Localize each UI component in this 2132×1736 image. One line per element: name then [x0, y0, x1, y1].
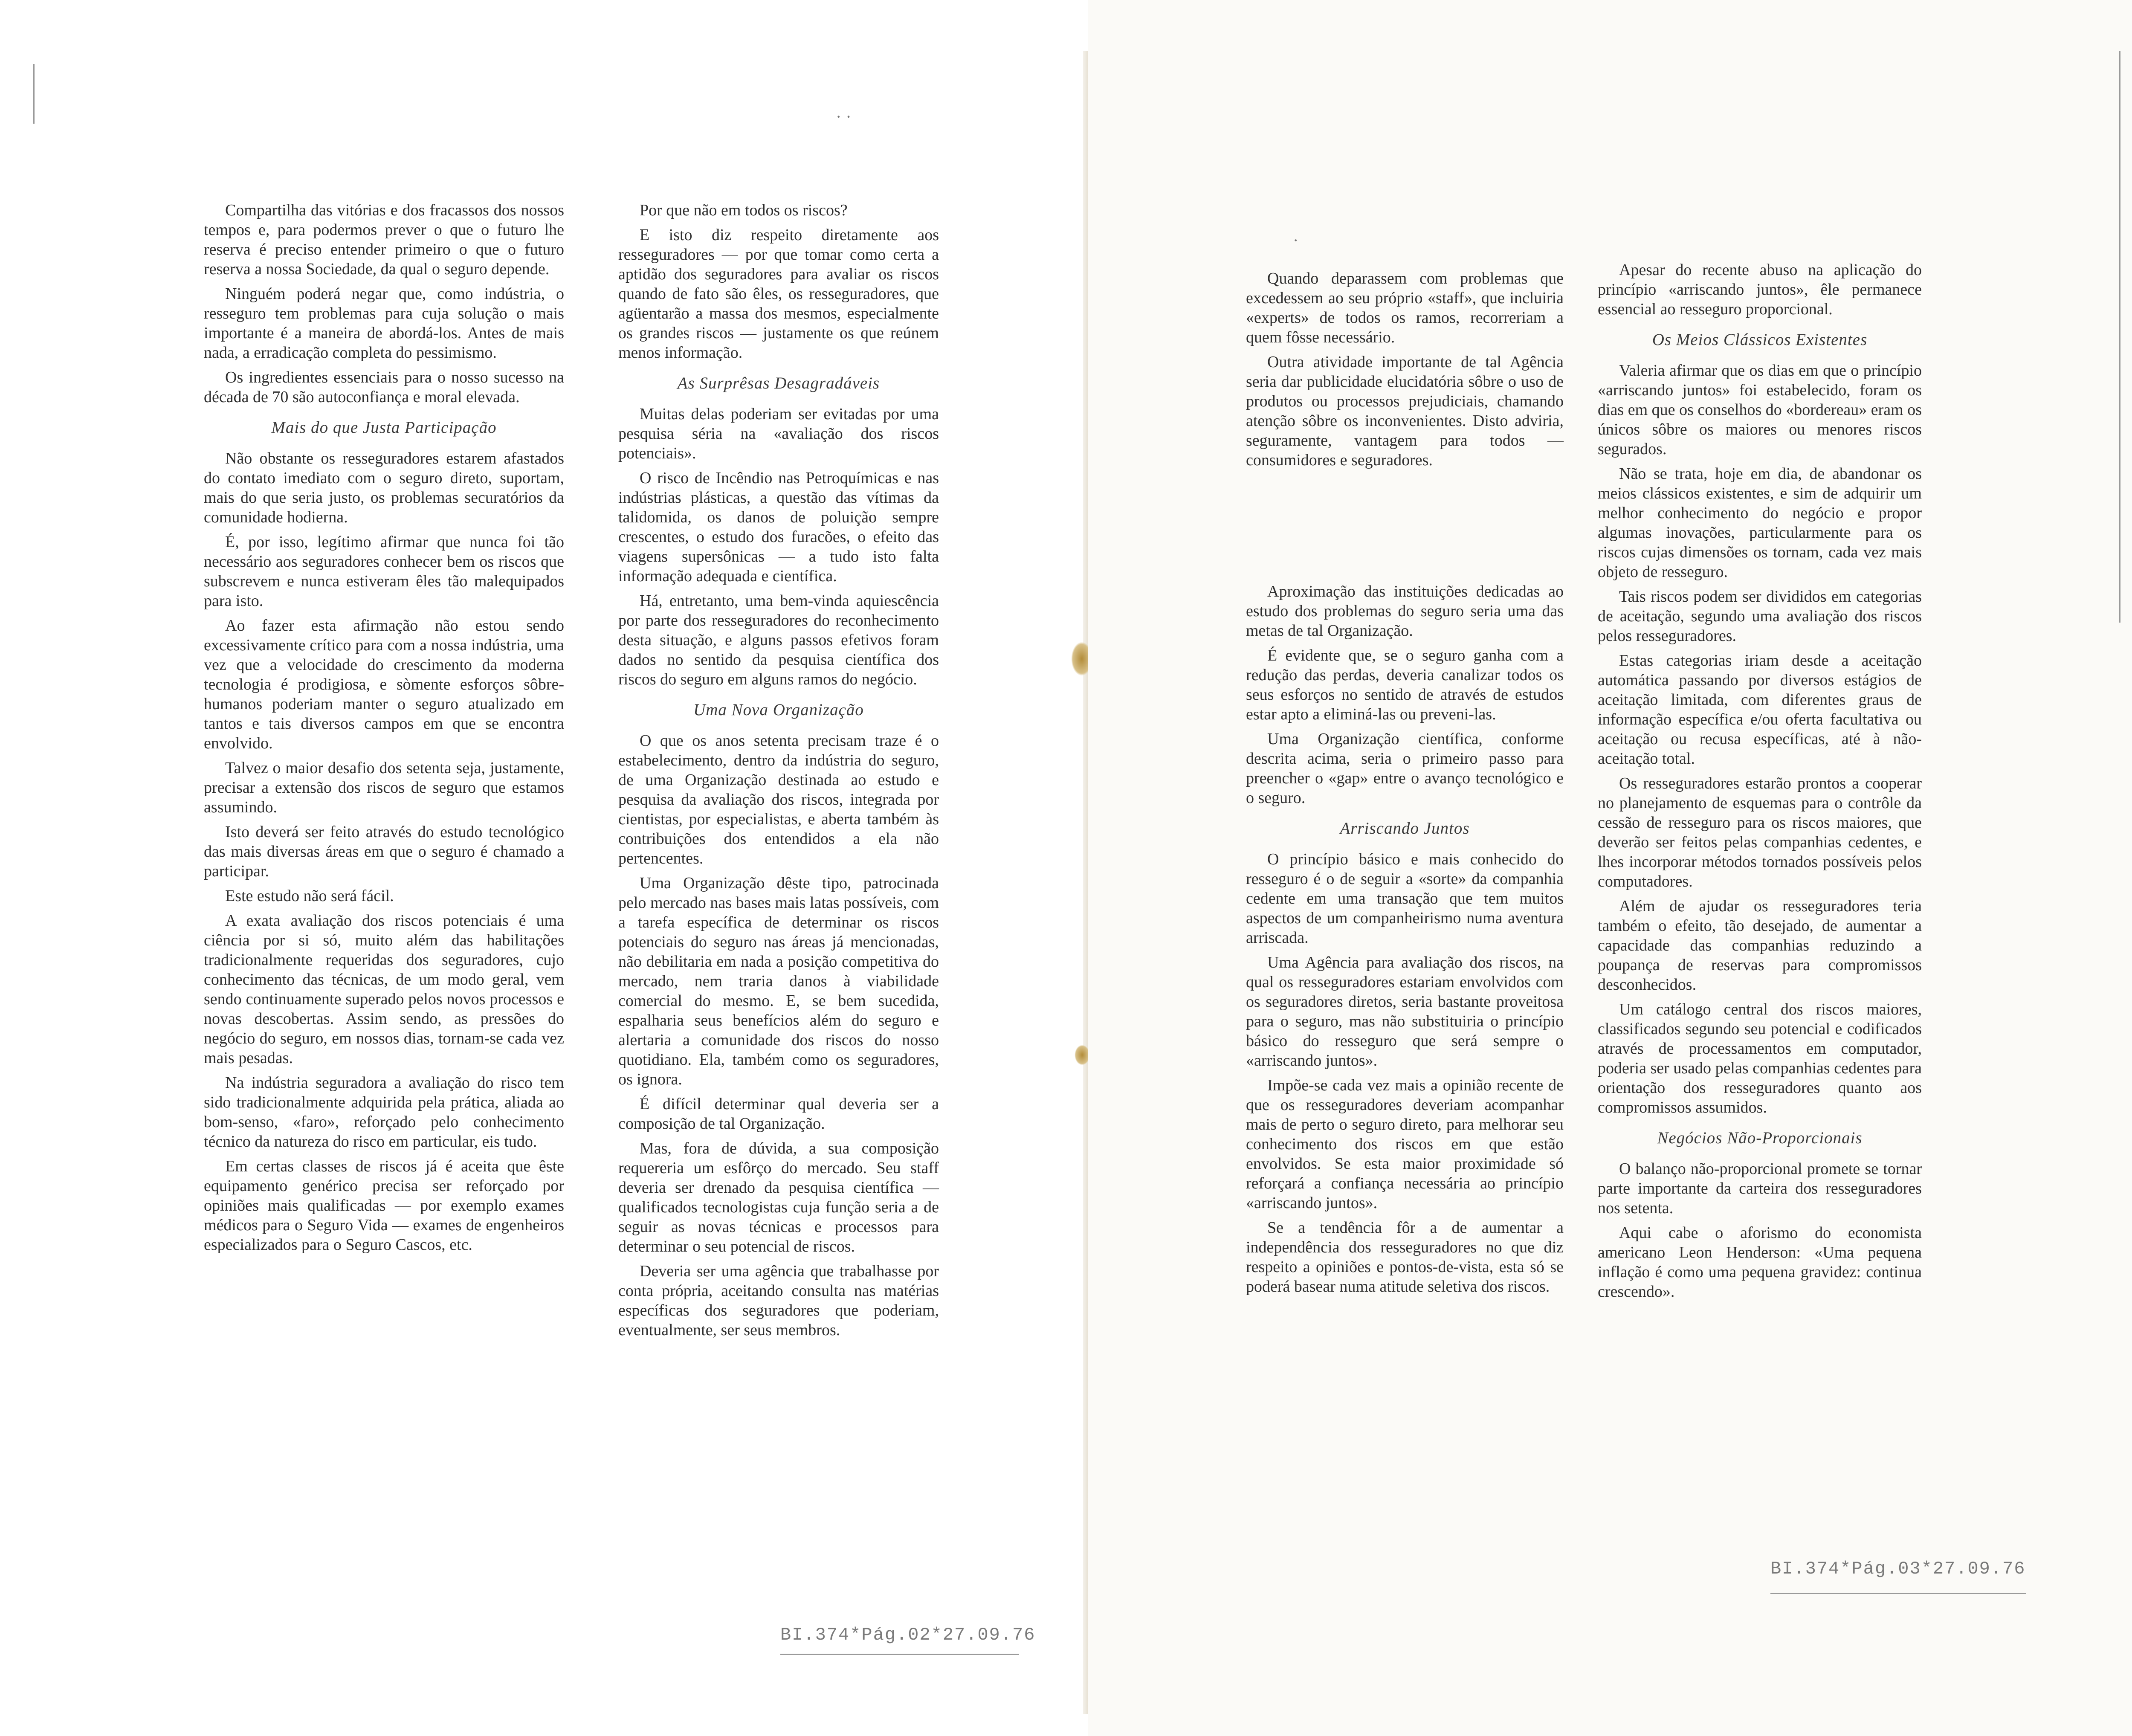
- stain-mark: [1075, 1045, 1090, 1065]
- paragraph: Os resseguradores estarão prontos a cooperar no planejamento de esquemas para o contrôle da cessão de resseguro para os riscos maiores, que deverão ser feitos pelas companhias cedentes, e lhes incorporar métodos tornados possíveis pelos computadores.: [1598, 774, 1922, 890]
- paragraph: Não se trata, hoje em dia, de abandonar os meios clássicos existentes, e sim de adquirir um melhor conhecimento do negócio e propor algumas inovações, particularmente para os riscos cujas dimensões os tornam, cada vez mais objeto de resseguro.: [1598, 465, 1922, 581]
- paragraph: Há, entretanto, uma bem-vinda aquiescência por parte dos resseguradores do reconhecimento desta situação, e alguns passos efetivos foram dados no sentido da pesquisa científica dos riscos do seguro em alguns ramos do negócio.: [618, 592, 939, 688]
- right-page: [1088, 0, 2132, 1736]
- paragraph: Tais riscos podem ser divididos em categorias de aceitação, segundo uma avaliação dos riscos pelos resseguradores.: [1598, 588, 1922, 645]
- paragraph: Não obstante os resseguradores estarem afastados do contato imediato com o seguro direto, suportam, mais do que seria justo, os problemas securatórios da comunidade hodierna.: [204, 449, 564, 526]
- paragraph: É, por isso, legítimo afirmar que nunca foi tão necessário aos seguradores conhecer bem os riscos que subscrevem e nunca estiveram êles tão malequipados para isto.: [204, 533, 564, 610]
- footer-left: BI.374*Pág.02*27.09.76: [780, 1625, 1036, 1645]
- paragraph: Ninguém poderá negar que, como indústria, o resseguro tem problemas para cuja solução o mais importante é a maneira de abordá-los. Antes de mais nada, a erradicação completa do pessimismo.: [204, 285, 564, 362]
- top-dots: · ·: [836, 107, 852, 126]
- paragraph: É difícil determinar qual deveria ser a composição de tal Organização.: [618, 1095, 939, 1133]
- paragraph: Muitas delas poderiam ser evitadas por uma pesquisa séria na «avaliação dos riscos potenciais».: [618, 405, 939, 462]
- paragraph: Ao fazer esta afirmação não estou sendo excessivamente crítico para com a nossa indústria, uma vez que a velocidade do crescimento da moderna tecnologia é prodigiosa, e sòmente esforços sôbre-humanos poderiam manter o seguro atualizado em tantos e tais diversos campos em que se encontra envolvido.: [204, 617, 564, 752]
- paragraph: Compartilha das vitórias e dos fracassos dos nossos tempos e, para podermos prever o que o futuro lhe reserva é preciso entender primeiro o que o futuro reserva a nossa Sociedade, da qual o seguro depende.: [204, 201, 564, 278]
- section-heading: As Surprêsas Desagradáveis: [677, 374, 880, 392]
- paragraph: O princípio básico e mais conhecido do resseguro é o de seguir a «sorte» da companhia cedente em uma transação que tem muitos aspectos de um companheirismo numa aventura arriscada.: [1246, 850, 1564, 947]
- right-edge-mark: [2119, 51, 2120, 623]
- top-dot-right: ·: [1293, 231, 1299, 250]
- paragraph: Uma Organização dêste tipo, patrocinada pelo mercado nas bases mais latas possíveis, com a tarefa específica de determinar os riscos potenciais do seguro nas áreas já mencionadas, não debilitaria em nada a posição competitiva do mercado, nem traria danos à viabilidade comercial do mesmo. E, se bem sucedida, espalharia seus benefícios além do seguro e alertaria a comunidade dos riscos do nosso quotidiano. Ela, também como os seguradores, os ignora.: [618, 874, 939, 1088]
- paragraph: A exata avaliação dos riscos potenciais é uma ciência por si só, muito além das habilitações tradicionalmente requeridas dos seguradores, cujo conhecimento das técnicas, de um modo geral, vem sendo continuamente superado pelos novos processos e novas descobertas. Assim sendo, as pressões do negócio do seguro, em nossos dias, tornam-se cada vez mais pesadas.: [204, 912, 564, 1067]
- column-2: [618, 200, 939, 1345]
- paragraph: Se a tendência fôr a de aumentar a independência dos resseguradores no que diz respeito a opiniões e pontos-de-vista, esta só se poderá basear numa atitude seletiva dos riscos.: [1246, 1219, 1564, 1295]
- paragraph: Uma Organização científica, conforme descrita acima, seria o primeiro passo para preencher o «gap» entre o avanço tecnológico e o seguro.: [1246, 730, 1564, 807]
- paragraph: Por que não em todos os riscos?: [640, 201, 848, 219]
- paragraph: Estas categorias iriam desde a aceitação automática passando por diversos estágios de aceitação limitada, com diferentes graus de informação específica e/ou oferta facultativa ou aceitação ou recusa específicas, até à não-aceitação total.: [1598, 652, 1922, 768]
- paragraph: Mas, fora de dúvida, a sua composição requereria um esfôrço do mercado. Seu staff deveria ser drenado da pesquisa científica — qualificados tecnologistas cuja função seria a de seguir as novas técnicas e processos para determinar o seu potencial de riscos.: [618, 1139, 939, 1255]
- section-heading: Arriscando Juntos: [1340, 819, 1470, 838]
- left-edge-mark: [33, 64, 35, 124]
- paragraph: Quando deparassem com problemas que excedessem ao seu próprio «staff», que incluiria «experts» de todos os ramos, recorreriam a quem fôsse necessário.: [1246, 270, 1564, 346]
- column-3: [1246, 269, 1564, 1301]
- paragraph: Talvez o maior desafio dos setenta seja, justamente, precisar a extensão dos riscos de seguro que estamos assumindo.: [204, 759, 564, 816]
- paragraph: O risco de Incêndio nas Petroquímicas e nas indústrias plásticas, a questão das vítimas da talidomida, os danos de poluição sempre crescentes, o estudo dos furacões, o efeito das viagens supersônicas — a tudo isto falta informação adequada e científica.: [618, 469, 939, 585]
- section-heading: Os Meios Clássicos Existentes: [1652, 330, 1868, 349]
- section-heading: Mais do que Justa Participação: [271, 418, 497, 437]
- paragraph: Os ingredientes essenciais para o nosso sucesso na década de 70 são autoconfiança e moral elevada.: [204, 368, 564, 406]
- paragraph: Aproximação das instituições dedicadas ao estudo dos problemas do seguro seria uma das metas de tal Organização.: [1246, 583, 1564, 640]
- column-gap: [1246, 475, 1564, 582]
- paragraph: Outra atividade importante de tal Agência seria dar publicidade elucidatória sôbre o uso de produtos ou processos prejudiciais, chamando atenção sôbre os inconvenientes. Disto adviria, seguramente, vantagem para todos — consumidores e seguradores.: [1246, 353, 1564, 469]
- paragraph: O que os anos setenta precisam traze é o estabelecimento, dentro da indústria do seguro, de uma Organização destinada ao estudo e pesquisa da avaliação dos riscos, integrada por cientistas, por especialistas, e aberta também às contribuições dos entendidos a ela não pertencentes.: [618, 732, 939, 867]
- paragraph: Este estudo não será fácil.: [225, 887, 394, 905]
- footer-line-right: [1770, 1593, 2026, 1594]
- paragraph: Apesar do recente abuso na aplicação do princípio «arriscando juntos», êle permanece essencial ao resseguro proporcional.: [1598, 261, 1922, 318]
- paragraph: Isto deverá ser feito através do estudo tecnológico das mais diversas áreas em que o seguro é chamado a participar.: [204, 823, 564, 880]
- paragraph: É evidente que, se o seguro ganha com a redução das perdas, deveria canalizar todos os seus esforços no sentido de através de estudos estar apto a eliminá-las ou preveni-las.: [1246, 646, 1564, 723]
- paragraph: Além de ajudar os resseguradores teria também o efeito, tão desejado, de aumentar a capacidade das companhias reduzindo a poupança de reservas para compromissos desconhecidos.: [1598, 897, 1922, 994]
- section-heading: Negócios Não-Proporcionais: [1657, 1129, 1863, 1147]
- paragraph: Deveria ser uma agência que trabalhasse por conta própria, aceitando consulta nas matérias específicas dos seguradores que poderiam, eventualmente, ser seus membros.: [618, 1262, 939, 1339]
- column-4: [1598, 260, 1922, 1307]
- paragraph: Na indústria seguradora a avaliação do risco tem sido tradicionalmente adquirida pela prática, aliada ao bom-senso, «faro», reforçado pelo conhecimento técnico da natureza do risco em particular, eis tudo.: [204, 1074, 564, 1151]
- paragraph: Aqui cabe o aforismo do economista americano Leon Henderson: «Uma pequena inflação é como uma pequena gravidez: continua crescendo».: [1598, 1224, 1922, 1301]
- paragraph: Uma Agência para avaliação dos riscos, na qual os resseguradores estariam envolvidos com os seguradores diretos, seria bastante proveitosa para o seguro, mas não substituiria o princípio básico do resseguro que será sempre o «arriscando juntos».: [1246, 953, 1564, 1069]
- footer-right: BI.374*Pág.03*27.09.76: [1770, 1559, 2026, 1579]
- paragraph: Impõe-se cada vez mais a opinião recente de que os resseguradores deveriam acompanhar mais de perto o seguro direto, para melhorar seu conhecimento dos riscos em que estão envolvidos. Se esta maior proximidade só reforçará a confiança necessária ao princípio «arriscando juntos».: [1246, 1076, 1564, 1212]
- paragraph: O balanço não-proporcional promete se tornar parte importante da carteira dos resseguradores nos setenta.: [1598, 1160, 1922, 1217]
- paragraph: Um catálogo central dos riscos maiores, classificados segundo seu potencial e codificados através de processamentos em computador, poderia ser usado pelas companhias cedentes para orientação dos resseguradores quanto aos compromissos assumidos.: [1598, 1000, 1922, 1116]
- paragraph: E isto diz respeito diretamente aos resseguradores — por que tomar como certa a aptidão dos seguradores para avaliar os riscos quando de fato são êles, os resseguradores, que agüentarão a massa dos mesmos, especialmente os grandes riscos — justamente os que reúnem menos informação.: [618, 226, 939, 362]
- paragraph: Valeria afirmar que os dias em que o princípio «arriscando juntos» foi estabelecido, foram os dias em que os conselhos do «bordereau» eram os únicos sôbre os maiores ou menores riscos segurados.: [1598, 362, 1922, 458]
- paragraph: Em certas classes de riscos já é aceita que êste equipamento genérico precisa ser reforçado por opiniões mais qualificadas — por exemplo exames médicos para o Seguro Vida — exames de engenheiros especializados para o Seguro Cascos, etc.: [204, 1157, 564, 1254]
- section-heading: Uma Nova Organização: [693, 701, 864, 719]
- footer-line-left: [780, 1654, 1019, 1655]
- column-1: [204, 200, 564, 1260]
